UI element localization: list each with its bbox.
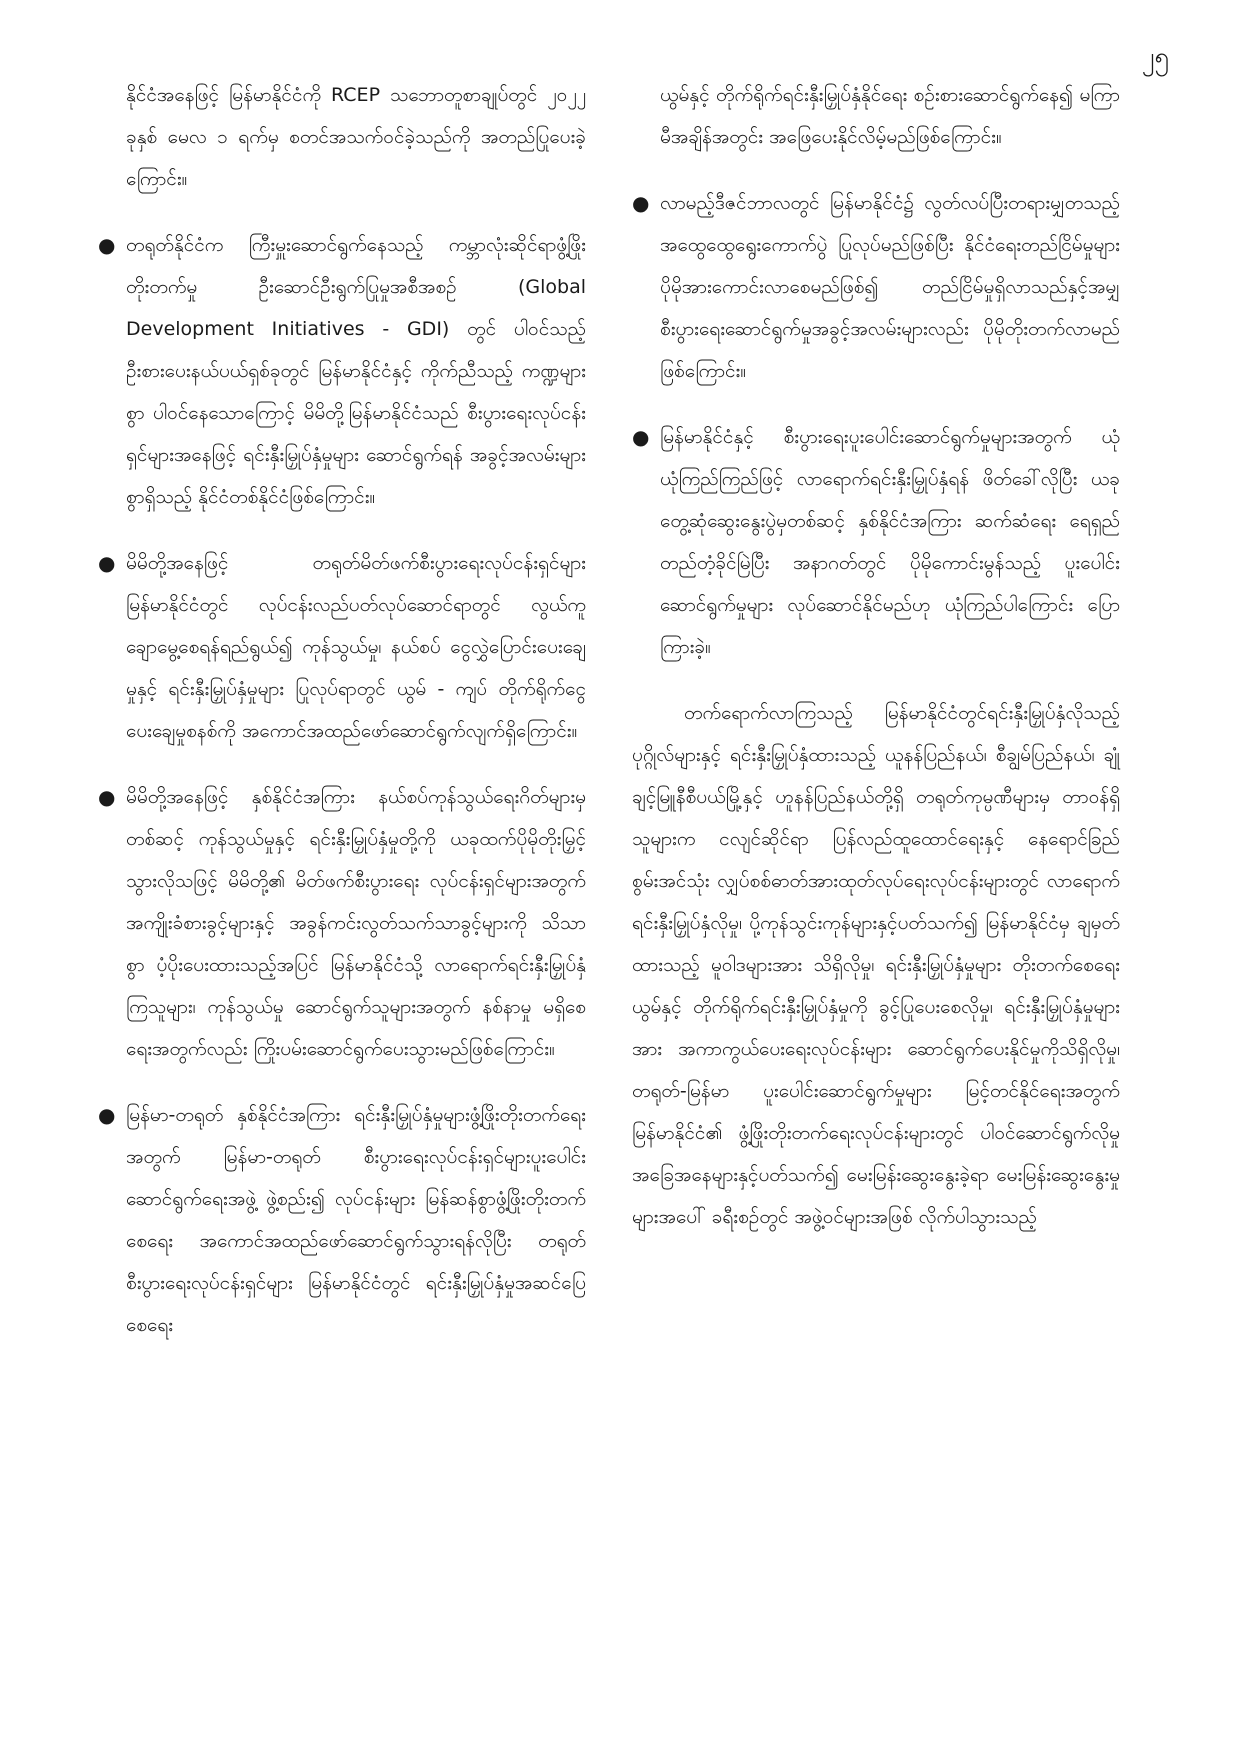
bullet-icon: ● bbox=[98, 1103, 116, 1127]
bullet-icon: ● bbox=[98, 551, 116, 575]
list-item bbox=[632, 182, 1120, 392]
bullet-icon: ● bbox=[98, 233, 116, 257]
list-item-text: လာမည့်ဒီဇင်ဘာလတွင် မြန်မာနိုင်ငံ၌ လွတ်လပ်ပြီးတရားမျှတသည့် အထွေထွေရွေးကောက်ပွဲ ပြုလုပ်မည်ဖြစ်ပြီး နိုင်ငံရေးတည်ငြိမ်မှုများ ပိုမိုအားကောင်းလာစေမည်ဖြစ်၍ တည်ငြိမ်မှုရှိလာသည်နှင့်အမျှ စီးပွားရေးဆောင်ရွက်မှုအခွင့်အလမ်းများလည်း ပိုမိုတိုးတက်လာမည်ဖြစ်ကြောင်း။ bbox=[660, 192, 1120, 382]
list-item-text: မိမိတို့အနေဖြင့် တရုတ်မိတ်ဖက်စီးပွားရေးလုပ်ငန်းရှင်များ မြန်မာနိုင်ငံတွင် လုပ်ငန်းလည်ပတ်လုပ်ဆောင်ရာတွင် လွယ်ကူချောမွေ့စေရန်ရည်ရွယ်၍ ကုန်သွယ်မှု၊ နယ်စပ် ငွေလွှဲပြောင်းပေးချေမှုနှင့် ရင်းနှီးမြှုပ်နှံမှုများ ပြုလုပ်ရာတွင် ယွမ် - ကျပ် တိုက်ရိုက်ငွေ ပေးချေမှုစနစ်ကို အကောင်အထည်ဖော်ဆောင်ရွက်လျက်ရှိကြောင်း။ bbox=[126, 552, 586, 742]
body-paragraph: တက်ရောက်လာကြသည့် မြန်မာနိုင်ငံတွင်ရင်းနှီးမြှုပ်နှံလိုသည့် ပုဂ္ဂိုလ်များနှင့် ရင်းနှီးမြှုပ်နှံထားသည့် ယူနန်ပြည်နယ်၊ စီချွမ်ပြည်နယ်၊ ချုံချင့်မြူနီစီပယ်မြို့နှင့် ဟူနန်ပြည်နယ်တို့ရှိ တရုတ်ကုမ္ပဏီများမှ တာဝန်ရှိသူများက ငလျင်ဆိုင်ရာ ပြန်လည်ထူထောင်ရေးနှင့် နေရောင်ခြည်စွမ်းအင်သုံး လျှပ်စစ်ဓာတ်အားထုတ်လုပ်ရေးလုပ်ငန်းများတွင် လာရောက်ရင်းနှီးမြှုပ်နှံလိုမှု၊ ပို့ကုန်သွင်းကုန်များနှင့်ပတ်သက်၍ မြန်မာနိုင်ငံမှ ချမှတ်ထားသည့် မူဝါဒများအား သိရှိလိုမှု၊ ရင်းနှီးမြှုပ်နှံမှုများ တိုးတက်စေရေး ယွမ်နှင့် တိုက်ရိုက်ရင်းနှီးမြှုပ်နှံမှုကို ခွင့်ပြုပေးစေလိုမှု၊ ရင်းနှီးမြှုပ်နှံမှုများအား အကာကွယ်ပေးရေးလုပ်ငန်းများ ဆောင်ရွက်ပေးနိုင်မှုကိုသိရှိလိုမှု၊ တရုတ်-မြန်မာ ပူးပေါင်းဆောင်ရွက်မှုများ မြင့်တင်နိုင်ရေးအတွက် မြန်မာနိုင်ငံ၏ ဖွံ့ဖြိုးတိုးတက်ရေးလုပ်ငန်းများတွင် ပါဝင်ဆောင်ရွက်လိုမှုအခြေအနေများနှင့်ပတ်သက်၍ မေးမြန်းဆွေးနွေးခဲ့ရာ မေးမြန်းဆွေးနွေးမှုများအပေါ် ခရီးစဉ်တွင် အဖွဲ့ဝင်များအဖြစ် လိုက်ပါသွားသည့် bbox=[632, 702, 1120, 1228]
bullet-list bbox=[632, 182, 1120, 668]
list-item bbox=[632, 416, 1120, 668]
right-column bbox=[632, 74, 1120, 1238]
left-column bbox=[98, 74, 586, 1346]
list-item bbox=[98, 542, 586, 752]
bullet-icon: ● bbox=[632, 191, 650, 215]
list-item-text: မြန်မာ-တရုတ် နှစ်နိုင်ငံအကြား ရင်းနှီးမြှုပ်နှံမှုများဖွံ့ဖြိုးတိုးတက်ရေးအတွက် မြန်မာ-တရုတ် စီးပွားရေးလုပ်ငန်းရှင်များပူးပေါင်းဆောင်ရွက်ရေးအဖွဲ့ ဖွဲ့စည်း၍ လုပ်ငန်းများ မြန်ဆန်စွာဖွံ့ဖြိုးတိုးတက်စေရေး အကောင်အထည်ဖော်ဆောင်ရွက်သွားရန်လိုပြီး တရုတ် စီးပွားရေးလုပ်ငန်းရှင်များ မြန်မာနိုင်ငံတွင် ရင်းနှီးမြှုပ်နှံမှုအဆင်ပြေစေရေး bbox=[126, 1104, 586, 1336]
bullet-list bbox=[98, 224, 586, 1346]
list-item-text: တရုတ်နိုင်ငံက ကြီးမှူးဆောင်ရွက်နေသည့် ကမ္ဘာလုံးဆိုင်ရာဖွံ့ဖြိုးတိုးတက်မှု ဦးဆောင်ဦးရွက်ပြုမှုအစီအစဉ် (Global Development Initiatives - GDI) တွင် ပါဝင်သည့် ဦးစားပေးနယ်ပယ်ရှစ်ခုတွင် မြန်မာနိုင်ငံနှင့် ကိုက်ညီသည့် ကဏ္ဍများစွာ ပါဝင်နေသောကြောင့် မိမိတို့မြန်မာနိုင်ငံသည် စီးပွားရေးလုပ်ငန်းရှင်များအနေဖြင့် ရင်းနှီးမြှုပ်နှံမှုများ ဆောင်ရွက်ရန် အခွင့်အလမ်းများစွာရှိသည့် နိုင်ငံတစ်နိုင်ငံဖြစ်ကြောင်း။ bbox=[126, 234, 586, 508]
continuation-text: နိုင်ငံအနေဖြင့် မြန်မာနိုင်ငံကို RCEP သဘောတူစာချုပ်တွင် ၂၀၂၂ ခုနှစ် မေလ ၁ ရက်မှ စတင်အသက်ဝင်ခဲ့သည်ကို အတည်ပြုပေးခဲ့ကြောင်း။ bbox=[126, 84, 586, 190]
list-item-text: မိမိတို့အနေဖြင့် နှစ်နိုင်ငံအကြား နယ်စပ်ကုန်သွယ်ရေးဂိတ်များမှတစ်ဆင့် ကုန်သွယ်မှုနှင့် ရင်းနှီးမြှုပ်နှံမှုတို့ကို ယခုထက်ပိုမိုတိုးမြှင့်သွားလိုသဖြင့် မိမိတို့၏ မိတ်ဖက်စီးပွားရေး လုပ်ငန်းရှင်များအတွက် အကျိုးခံစားခွင့်များနှင့် အခွန်ကင်းလွတ်သက်သာခွင့်များကို သိသာစွာ ပံ့ပိုးပေးထားသည့်အပြင် မြန်မာနိုင်ငံသို့ လာရောက်ရင်းနှီးမြှုပ်နှံကြသူများ၊ ကုန်သွယ်မှု ဆောင်ရွက်သူများအတွက် နစ်နာမှု မရှိစေရေးအတွက်လည်း ကြိုးပမ်းဆောင်ရွက်ပေးသွားမည်ဖြစ်ကြောင်း။ bbox=[126, 786, 586, 1060]
page-number: ၂၅ bbox=[1141, 42, 1169, 72]
list-item bbox=[98, 1094, 586, 1346]
list-item bbox=[98, 224, 586, 518]
list-item-text: မြန်မာနိုင်ငံနှင့် စီးပွားရေးပူးပေါင်းဆောင်ရွက်မှုများအတွက် ယုံယုံကြည်ကြည်ဖြင့် လာရောက်ရင်းနှီးမြှုပ်နှံရန် ဖိတ်ခေါ်လိုပြီး ယခုတွေ့ဆုံဆွေးနွေးပွဲမှတစ်ဆင့် နှစ်နိုင်ငံအကြား ဆက်ဆံရေး ရေရှည်တည်တံ့ခိုင်မြဲပြီး အနာဂတ်တွင် ပိုမိုကောင်းမွန်သည့် ပူးပေါင်းဆောင်ရွက်မှုများ လုပ်ဆောင်နိုင်မည်ဟု ယုံကြည်ပါကြောင်း ပြောကြားခဲ့။ bbox=[660, 426, 1120, 658]
bullet-icon: ● bbox=[98, 785, 116, 809]
bullet-icon: ● bbox=[632, 425, 650, 449]
list-item bbox=[98, 776, 586, 1070]
continuation-text: ယွမ်နှင့် တိုက်ရိုက်ရင်းနှီးမြှုပ်နှံနိုင်ရေး စဉ်းစားဆောင်ရွက်နေ၍ မကြာမီအချိန်အတွင်း အဖြေပေးနိုင်လိမ့်မည်ဖြစ်ကြောင်း။ bbox=[660, 84, 1120, 148]
